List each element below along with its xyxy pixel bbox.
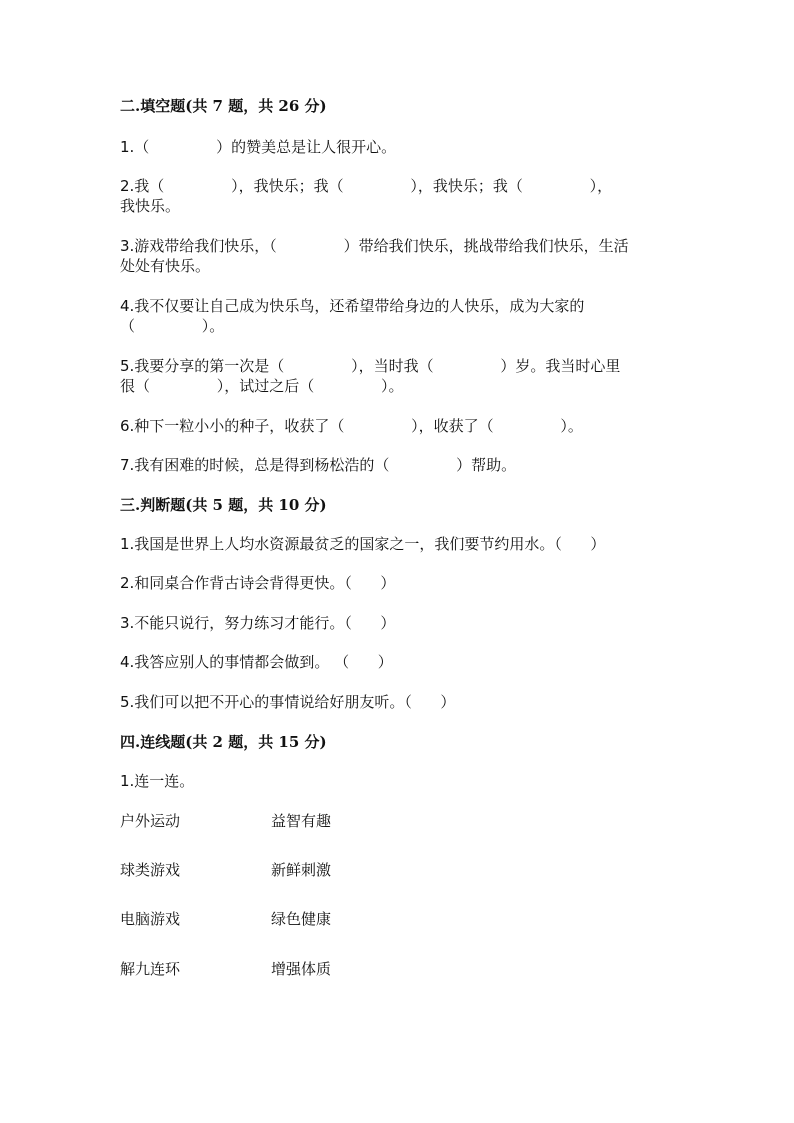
match-right-item: 新鲜刺激 — [271, 861, 332, 879]
match-right-item: 增强体质 — [271, 960, 332, 978]
match-left-item: 电脑游戏 — [120, 910, 181, 928]
fill-question-2-cont: 我快乐。 — [120, 197, 181, 215]
match-prompt: 1.连一连。 — [120, 772, 195, 790]
section-title-judge: 三.判断题(共 5 题，共 10 分) — [120, 496, 327, 514]
judge-question-5: 5.我们可以把不开心的事情说给好朋友听。（ ） — [120, 693, 456, 711]
judge-question-1: 1.我国是世界上人均水资源最贫乏的国家之一，我们要节约用水。（ ） — [120, 535, 606, 553]
judge-question-3: 3.不能只说行，努力练习才能行。（ ） — [120, 614, 396, 632]
fill-question-5-cont: 很（ ），试过之后（ ）。 — [120, 377, 404, 395]
match-right-item: 绿色健康 — [271, 910, 332, 928]
fill-question-3-cont: 处处有快乐。 — [120, 257, 211, 275]
section-title-fill: 二.填空题(共 7 题，共 26 分) — [120, 97, 327, 115]
fill-question-3: 3.游戏带给我们快乐，（ ）带给我们快乐，挑战带给我们快乐，生活 — [120, 237, 629, 255]
fill-question-5: 5.我要分享的第一次是（ ），当时我（ ）岁。我当时心里 — [120, 357, 621, 375]
judge-question-2: 2.和同桌合作背古诗会背得更快。（ ） — [120, 574, 396, 592]
match-left-item: 球类游戏 — [120, 861, 181, 879]
fill-question-4: 4.我不仅要让自己成为快乐鸟，还希望带给身边的人快乐，成为大家的 — [120, 297, 585, 315]
fill-question-6: 6.种下一粒小小的种子，收获了（ ），收获了（ ）。 — [120, 417, 583, 435]
match-left-item: 解九连环 — [120, 960, 181, 978]
judge-question-4: 4.我答应别人的事情都会做到。 （ ） — [120, 653, 393, 671]
fill-question-1: 1.（ ）的赞美总是让人很开心。 — [120, 138, 397, 156]
match-left-item: 户外运动 — [120, 812, 181, 830]
fill-question-7: 7.我有困难的时候，总是得到杨松浩的（ ）帮助。 — [120, 456, 517, 474]
fill-question-2: 2.我（ ），我快乐；我（ ），我快乐；我（ ）， — [120, 177, 613, 195]
fill-question-4-cont: （ ）。 — [120, 317, 225, 335]
match-right-item: 益智有趣 — [271, 812, 332, 830]
section-title-match: 四.连线题(共 2 题，共 15 分) — [120, 733, 327, 751]
